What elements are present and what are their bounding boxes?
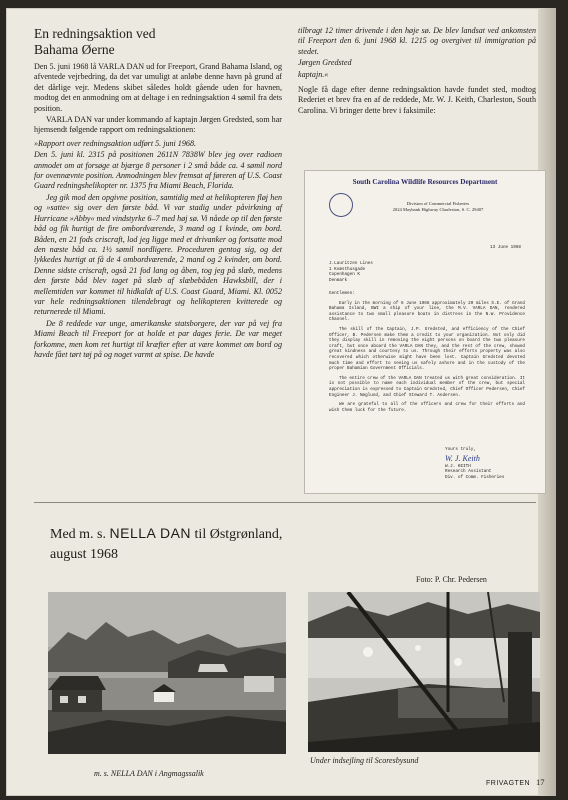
report-paragraph-4: tilbragt 12 timer drivende i den høje sø. De blev landsat ved ankomsten til Freeport den 6. juni 1968 kl. 1215 og overgivet til immigration på stedet. [298,26,536,56]
report-paragraph-3: De 8 reddede var unge, amerikanske statsborgere, der var på vej fra Miami Beach til Freeport for at holde et par dages ferie. De var meget forkomne, men kom ret hurtigt til kræfter efter at være kommet om bord og havde fået tørt tøj på og noget varmt at spise. De havde [34,318,282,359]
photo-credit: Foto: P. Chr. Pedersen [416,575,487,584]
letterhead-division: Division of Commercial Fisheries 2024 Maybank Highway Charleston, S. C. 29407 [392,201,484,212]
photo-angmagssalik [48,592,286,754]
photo-caption-2: Under indsejling til Scoresbysund [310,756,419,765]
page-footer [486,777,545,787]
right-column [298,26,536,117]
facsimile-letter [304,170,546,494]
left-column [34,26,282,361]
report-title: »Rapport over redningsaktion udført 5. juni 1968. [34,138,197,148]
article-title: En redningsaktion ved Bahama Øerne [34,26,156,57]
signature-title: kaptajn.« [298,69,329,79]
signature-name: Jørgen Gredsted [298,58,352,68]
photo-caption-1: m. s. NELLA DAN i Angmagssalik [94,769,204,778]
page-number: 17 [536,777,545,787]
letterhead: South Carolina Wildlife Resources Department [352,178,498,186]
letter-date: 13 June 1968 [490,245,521,250]
handwritten-signature: W. J. Keith [445,453,480,463]
department-seal-icon [329,193,353,217]
article2-title: Med m. s. NELLA DAN til Østgrønland, august 1968 [50,525,283,562]
report-paragraph-1: Den 5. juni kl. 2315 på positionen 2611N 7838W blev jeg over radioen anmodet om at forsøge at bjærge 8 personer i 2 små både ca. 4 sømil nord for ovennævnte position. Anmodningen blev fremsat af føreren af U.S. Coast Guard redningshelikopter nr. 1375 fra Miami Beach, Florida. [34,150,282,191]
section-divider [34,502,536,503]
magazine-page [6,8,556,796]
intro-paragraph-2: VARLA DAN var under kommando af kaptajn Jørgen Gredsted, som har hjemsendt følgende rapport om redningsaktionen: [34,115,282,135]
magazine-name: FRIVAGTEN [486,780,531,787]
letter-body: Gentlemen: Early in the morning of 6 June 1968 approximately 20 miles S.E. of Grand Bahama Island, BWI a ship of your line, the M.V. VARLA DAN, rendered assistance to two small pleasure boats in distress in the N.W. Providence Channel. The skill of the Captain, J.P. Gredsted, and efficiency of the Chief Officer, B. Pedersen make them a credit to your organization. Not only did they display skill in removing the eight persons on board the two pleasure craft, but once aboard the VARLA DAN they, and the rest of the crew, showed great kindness and courtesy to us. Through their efforts property was also recovered which otherwise might have been lost. Captain Gredsted devoted much time and effort to seeing us safely ashore and in the custody of the proper Bahamian Government Officials. The entire crew of the VARLA DAN treated us with great consideration. It is not possible to name each individual member of the crew, but special appreciation is expressed to Captain Gredsted, Chief Officer Pedersen, Chief Engineer J. Nøglund, and Chief Steward T. Andersen. We are grateful to all of the officers and crew for their efforts and wish them luck for the future. [329,291,525,413]
followup-paragraph: Nogle få dage efter denne redningsaktion havde fundet sted, modtog Rederiet et brev fra en af de reddede, Mr. W. J. Keith, Charleston, South Carolina. Vi bringer dette brev i faksimile: [298,85,536,115]
letter-signature-block: Yours truly, W. J. Keith W.J. KEITH Research Assistant Div. of Comm. Fisheries [445,447,535,480]
letter-recipient: J.Lauritzen Lines 1 Kvæsthusgade Copenhagen K Denmark [329,261,373,283]
intro-paragraph: Den 5. juni 1968 lå VARLA DAN ud for Freeport, Grand Bahama Island, og afventede vejrbedring, da det var umuligt at anløbe denne havn på grund af det dårlige vejr. Medens skibet således holdt gående uden for havnen, modtog det en anmodning om at deltage i en redningsaktion 4 sømil fra dets position. [34,62,282,113]
photo-scoresbysund [308,592,540,752]
report-paragraph-2: Jeg gik mod den opgivne position, samtidig med at helikopteren fløj hen og »satte« sig over den første båd. Vi var stadig under påvirkning af Hurricane »Abby« med vindstyrke 6–7 med høj sø. Vi nåede op til den første båd og fik hurtigt de fire ombordværende, 3 mand og 1 kvinde, om bord. Båden, en 21 fods criscraft, lod jeg ligge med et drivanker og fortsatte mod den næste båd ca. 1½ sømil nordligere. Proceduren gentog sig, og det lykkedes hurtigt at få de 4 ombordværende, 2 mand og 2 kvinder, om bord. Denne sidste criscraft, også 21 fod lang og åben, tog jeg på slæb, medens den første båd blev taget på slæb af slæbebåden Hawksbill, der i mellemtiden var kommet til hidkaldt af U.S. Coast Guard, Miami. Kl. 0052 var hele redningsaktionen tilendebragt og helikopteren kvitterede og returnerede til Miami. [34,192,282,317]
